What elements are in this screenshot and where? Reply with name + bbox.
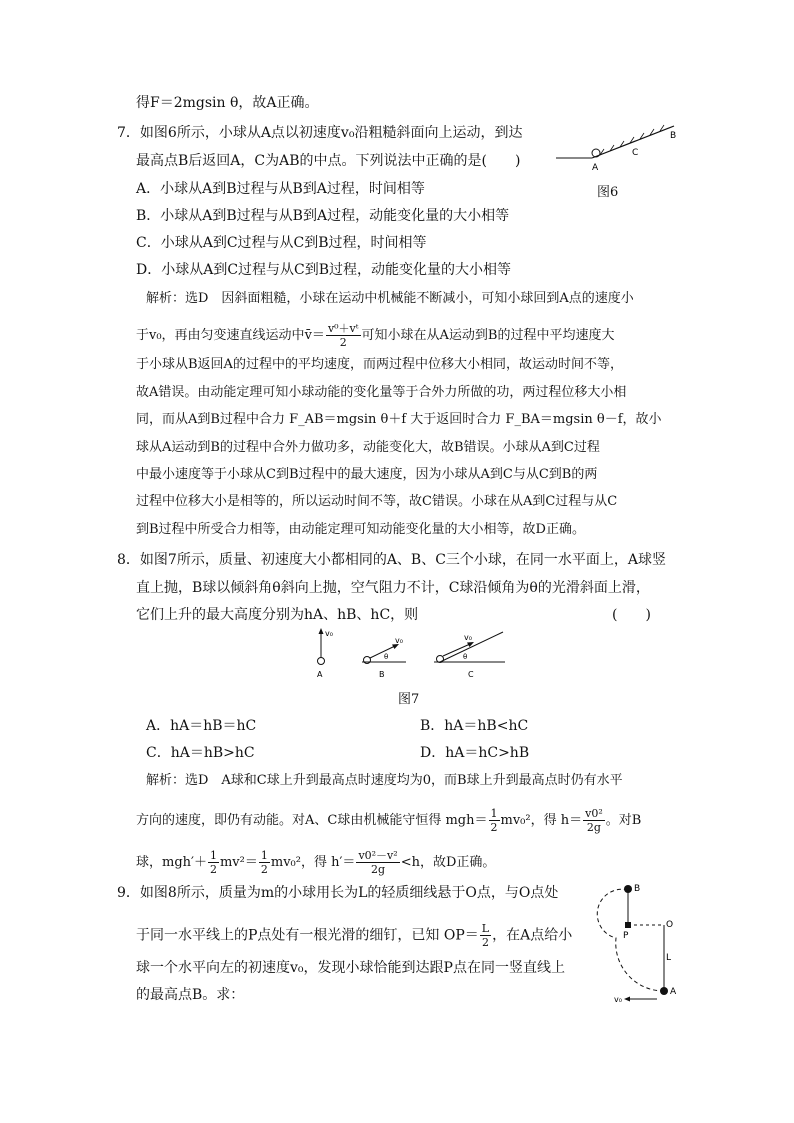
q8-option-c: C．hA＝hB>hC (146, 745, 255, 761)
fig7-v0-a: v₀ (325, 629, 333, 638)
q7-stem-line1: 7．如图6所示，小球从A点以初速度v₀沿粗糙斜面向上运动，到达 (117, 125, 523, 141)
figure-7-caption: 图7 (398, 692, 420, 707)
fig7-v0-b: v₀ (395, 636, 403, 645)
q7-analysis-line6: 球从A运动到B的过程中合外力做功多，动能变化大，故B错误。小球从A到C过程 (136, 440, 600, 455)
figure-6-incline (552, 118, 692, 178)
q7-option-c: C．小球从A到C过程与从C到B过程，时间相等 (136, 235, 427, 251)
fig7-v0-c: v₀ (464, 633, 472, 642)
q7-analysis-line2: 于v₀，再由匀变速直线运动中v̄＝ $\frac{\text{v⁰＋vᵗ}}{2}$ 可知小球在从A运动到B的过程中平均速度大 (136, 322, 615, 349)
figure-6-caption: 图6 (597, 185, 619, 200)
fig8-label-O: O (666, 920, 674, 930)
fig8-label-L: L (666, 953, 672, 963)
q9-stem-line4: 的最高点B。求： (136, 987, 245, 1003)
q8-stem-line1: 8．如图7所示，质量、初速度大小都相同的A、B、C三个小球，在同一水平面上，A球竖 (117, 552, 667, 568)
q8-analysis-line2: 方向的速度，即仍有动能。对A、C球由机械能守恒得 mgh＝ $\frac{1}{2}$ mv₀²，得 h＝ $\frac{\text{v0²}}{2g}$ 。对B (136, 807, 642, 834)
q8-analysis-line3: 球，mgh′＋ $\frac{1}{2}$ mv²＝ $\frac{1}{2}$ mv₀²，得 h′＝ $\frac{\text{v0²－v²}}{2g}$ <h，故D正确。 (136, 849, 496, 876)
q8-stem-line3: 它们上升的最大高度分别为hA、hB、hC，则 (136, 607, 419, 623)
figure-8-pendulum (590, 880, 690, 1005)
q7-option-a: A．小球从A到B过程与从B到A过程，时间相等 (136, 181, 425, 197)
fig7-label-C: C (468, 670, 474, 679)
fig8-label-B: B (634, 884, 641, 894)
fig7-label-A: A (317, 670, 323, 679)
q8-option-d: D．hA＝hC>hB (420, 745, 530, 761)
q7-analysis-line7: 中最小速度等于小球从C到B过程中的最大速度，因为小球从A到C与从C到B的两 (136, 467, 598, 482)
q7-analysis-line8: 过程中位移大小是相等的，所以运动时间不等，故C错误。小球在从A到C过程与从C (136, 494, 618, 509)
fig7-theta-b: θ (384, 653, 389, 661)
q8-stem-line2: 直上抛，B球以倾斜角θ斜向上抛，空气阻力不计，C球沿倾角为θ的光滑斜面上滑， (136, 580, 650, 596)
q9-stem-line3: 球一个水平向左的初速度v₀，发现小球恰能到达跟P点在同一竖直线上 (136, 960, 565, 976)
q9-stem-line1: 9．如图8所示，质量为m的小球用长为L的轻质细线悬于O点，与O点处 (117, 885, 559, 901)
q7-analysis-line1: 解析：选D 因斜面粗糙，小球在运动中机械能不断减小，可知小球回到A点的速度小 (146, 291, 634, 306)
q7-analysis-line5: 同，而从A到B过程中合力 F_AB＝mgsin θ＋f 大于返回时合力 F_BA＝mgsin θ－f，故小 (136, 412, 662, 427)
q7-analysis-line9: 到B过程中所受合力相等，由动能定理可知动能变化量的大小相等，故D正确。 (136, 522, 585, 537)
fig8-label-A: A (670, 987, 677, 997)
continued-answer-line: 得F＝2mgsin θ，故A正确。 (136, 95, 319, 111)
q8-option-b: B．hA＝hB<hC (420, 718, 529, 734)
q7-option-b: B．小球从A到B过程与从B到A过程，动能变化量的大小相等 (136, 208, 510, 224)
q9-stem-line2: 于同一水平线上的P点处有一根光滑的细钉，已知 OP＝ $\frac{L}{2}$ ，在A点给小 (136, 922, 573, 949)
q8-analysis-line1: 解析：选D A球和C球上升到最高点时速度均为0，而B球上升到最高点时仍有水平 (146, 773, 623, 788)
fig7-theta-c: θ (463, 653, 468, 661)
fig6-label-A: A (592, 163, 599, 173)
q7-stem-line2: 最高点B后返回A，C为AB的中点。下列说法中正确的是( ) (136, 153, 521, 169)
fig6-label-C: C (632, 148, 639, 158)
q7-analysis-line3: 于小球从B返回A的过程中的平均速度，而两过程中位移大小相同，故运动时间不等， (136, 357, 623, 372)
fig8-label-v0: v₀ (614, 995, 622, 1004)
fig6-label-B: B (670, 131, 677, 141)
q8-answer-paren: ( ) (612, 607, 651, 623)
q7-analysis-line4: 故A错误。由动能定理可知小球动能的变化量等于合外力所做的功，两过程位移大小相 (136, 385, 627, 400)
fig8-label-P: P (623, 931, 629, 941)
q8-option-a: A．hA＝hB＝hC (146, 718, 257, 734)
figure-7 (300, 624, 510, 682)
fig7-label-B: B (379, 670, 385, 679)
q7-option-d: D．小球从A到C过程与从C到B过程，动能变化量的大小相等 (136, 262, 512, 278)
